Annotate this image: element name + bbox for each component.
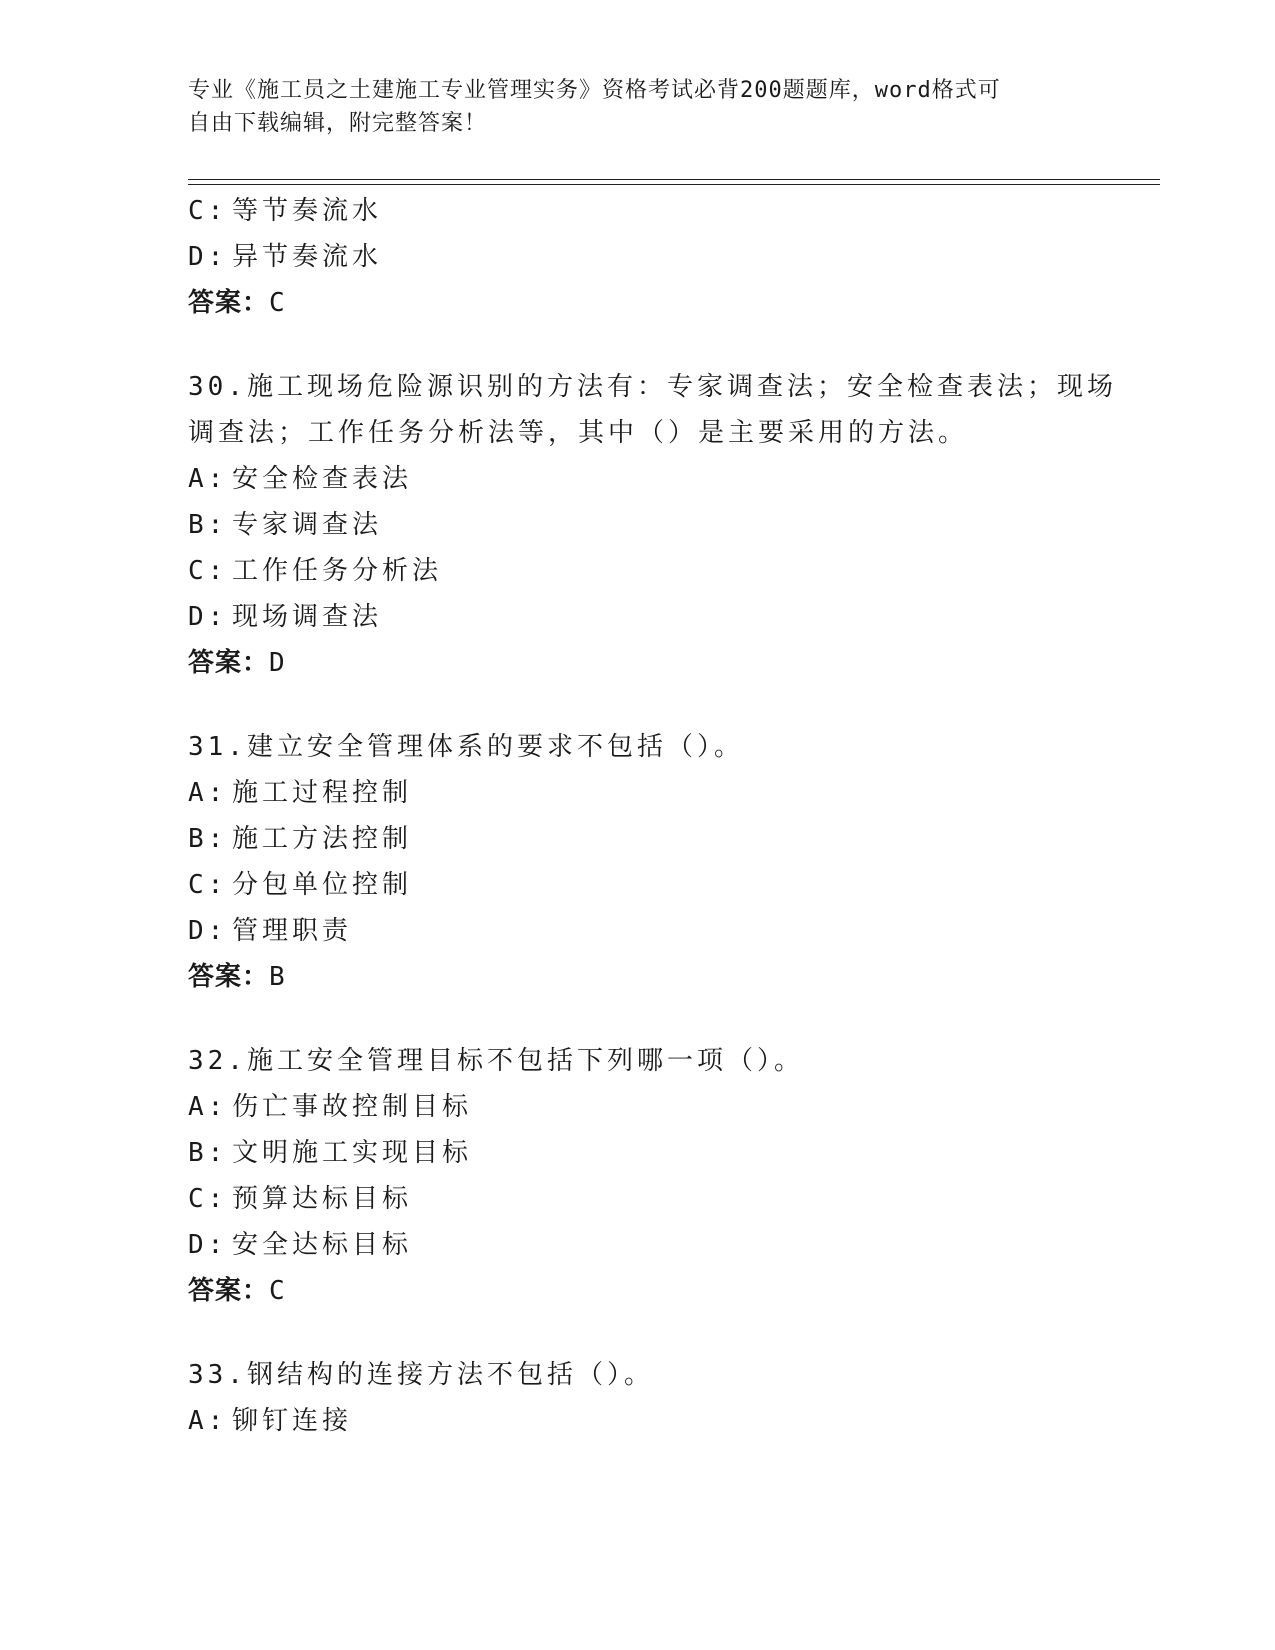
option-item (188, 548, 1088, 594)
option-key: A: (188, 1092, 228, 1122)
document-header (188, 74, 1088, 140)
option-text: 安全达标目标 (232, 1230, 413, 1260)
answer-value: C (269, 1276, 286, 1306)
header-rule-bottom (188, 184, 1160, 185)
option-item (188, 1176, 1088, 1222)
option-item (188, 234, 1088, 280)
option-item (188, 456, 1088, 502)
question-text: 32.施工安全管理目标不包括下列哪一项（）。 (188, 1046, 804, 1076)
option-item (188, 1130, 1088, 1176)
option-text: 分包单位控制 (232, 870, 413, 900)
option-item (188, 862, 1088, 908)
option-item (188, 502, 1088, 548)
option-key: C: (188, 1184, 228, 1214)
option-item (188, 594, 1088, 640)
option-key: B: (188, 510, 228, 540)
question-block (188, 364, 1117, 686)
option-key: D: (188, 916, 228, 946)
question-block (188, 1352, 1088, 1444)
answer-value: B (269, 962, 286, 992)
answer-label: 答案： (188, 1276, 270, 1306)
option-text: 铆钉连接 (232, 1406, 353, 1436)
option-item (188, 908, 1088, 954)
option-text: 管理职责 (232, 916, 353, 946)
answer-label: 答案： (188, 288, 270, 318)
option-text: 等节奏流水 (232, 196, 383, 226)
option-item (188, 188, 1088, 234)
header-line-1: 专业《施工员之土建施工专业管理实务》资格考试必背200题题库，word格式可 (188, 78, 1001, 103)
option-text: 预算达标目标 (232, 1184, 413, 1214)
header-rule-top (188, 179, 1160, 180)
option-key: A: (188, 778, 228, 808)
header-line-2: 自由下载编辑，附完整答案！ (188, 111, 488, 136)
answer-line (188, 1268, 1088, 1314)
option-key: A: (188, 1406, 228, 1436)
option-text: 异节奏流水 (232, 242, 383, 272)
answer-label: 答案： (188, 962, 270, 992)
question-list (188, 188, 1117, 1444)
option-text: 施工方法控制 (232, 824, 413, 854)
answer-line (188, 280, 1088, 326)
option-key: D: (188, 602, 228, 632)
option-key: C: (188, 556, 228, 586)
option-item (188, 1084, 1088, 1130)
option-item (188, 1222, 1088, 1268)
question-text: 31.建立安全管理体系的要求不包括（）。 (188, 732, 744, 762)
option-text: 安全检查表法 (232, 464, 413, 494)
option-text: 工作任务分析法 (232, 556, 443, 586)
option-item (188, 816, 1088, 862)
option-key: D: (188, 242, 228, 272)
answer-line (188, 954, 1088, 1000)
option-text: 施工过程控制 (232, 778, 413, 808)
question-text: 30.施工现场危险源识别的方法有：专家调查法；安全检查表法；现场 (188, 372, 1117, 402)
option-key: C: (188, 870, 228, 900)
option-item (188, 770, 1088, 816)
option-key: A: (188, 464, 228, 494)
option-text: 现场调查法 (232, 602, 383, 632)
option-text: 专家调查法 (232, 510, 383, 540)
option-text: 伤亡事故控制目标 (232, 1092, 473, 1122)
option-key: D: (188, 1230, 228, 1260)
question-block (188, 1038, 1088, 1314)
answer-value: D (269, 648, 286, 678)
question-text: 33.钢结构的连接方法不包括（）。 (188, 1360, 654, 1390)
option-key: B: (188, 1138, 228, 1168)
answer-value: C (269, 288, 286, 318)
option-key: C: (188, 196, 228, 226)
question-block (188, 724, 1088, 1000)
answer-line (188, 640, 1088, 686)
question-block (188, 188, 1088, 326)
option-text: 文明施工实现目标 (232, 1138, 473, 1168)
option-item (188, 1398, 1088, 1444)
question-text: 调查法；工作任务分析法等，其中（）是主要采用的方法。 (188, 418, 969, 448)
answer-label: 答案： (188, 648, 270, 678)
option-key: B: (188, 824, 228, 854)
